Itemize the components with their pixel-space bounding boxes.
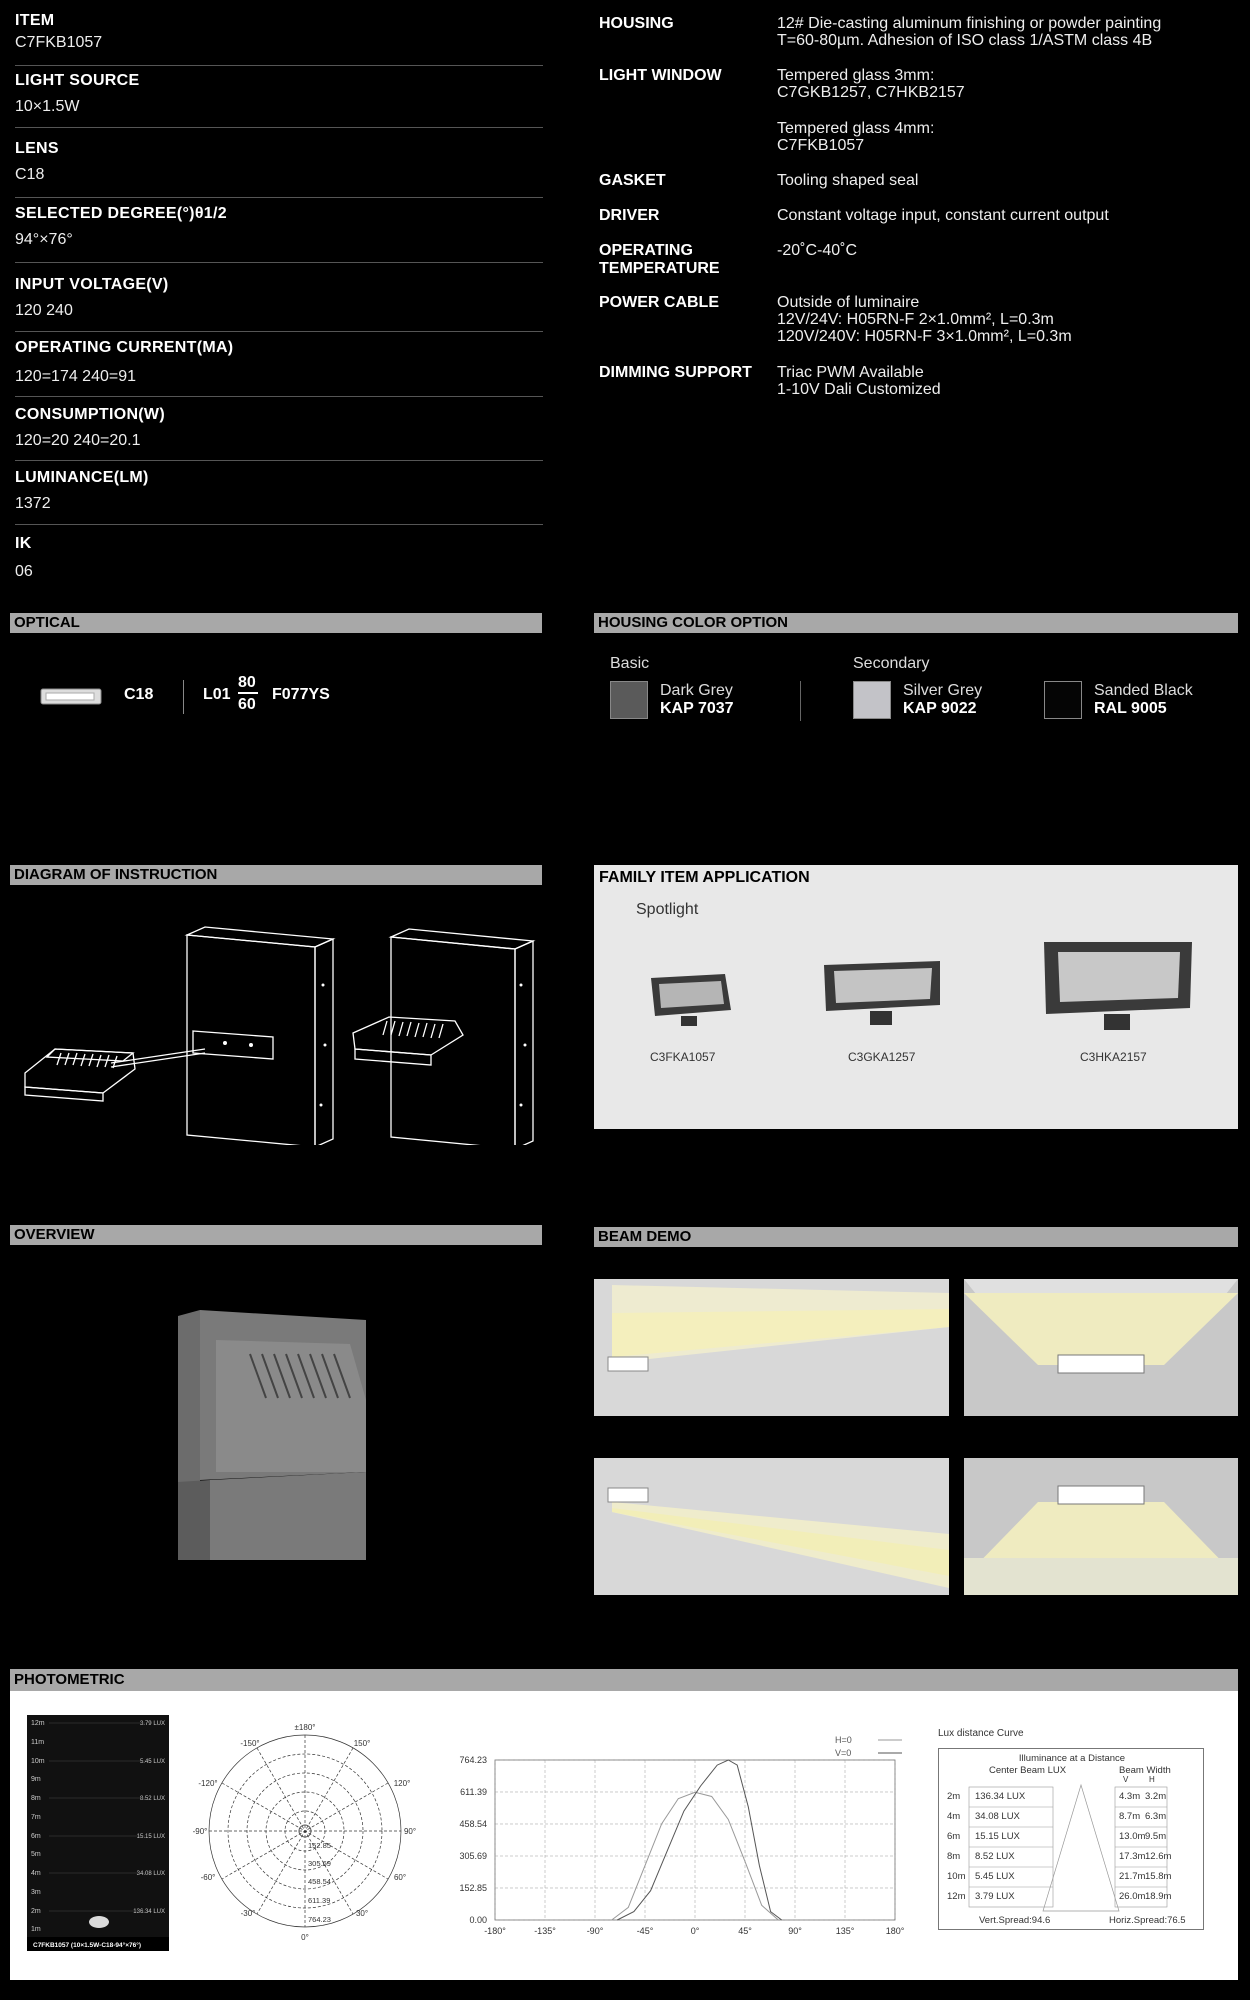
- lux-row-v: 21.7m: [1119, 1871, 1146, 1882]
- spec-key: ITEM: [15, 12, 55, 29]
- color-swatch-dark-grey: [610, 681, 648, 719]
- optical-fraction-bottom: 60: [238, 696, 256, 713]
- x-tick-label: -45°: [636, 1926, 654, 1936]
- lux-label: 136.34 LUX: [133, 1909, 165, 1915]
- lens-fixture-icon: [40, 686, 104, 708]
- distance-label: 10m: [31, 1758, 45, 1765]
- lux-row-center: 136.34 LUX: [975, 1791, 1026, 1802]
- polar-chart: [190, 1718, 420, 1943]
- light-window-line1: Tempered glass 3mm:: [777, 67, 935, 84]
- color-name: Silver Grey: [903, 682, 983, 699]
- polar-ring-label: 152.85: [308, 1841, 331, 1850]
- photometric-header: PHOTOMETRIC: [10, 1669, 1238, 1691]
- optical-suffix: F077YS: [272, 686, 330, 703]
- x-tick-label: 180°: [885, 1926, 905, 1936]
- y-tick-label: 305.69: [459, 1851, 487, 1862]
- polar-label: -150°: [240, 1739, 260, 1748]
- spec-lens: [15, 140, 543, 198]
- beam-wall-down-render: [594, 1458, 949, 1595]
- family-item-caption: C3GKA1257: [848, 1050, 916, 1064]
- polar-label: 30°: [355, 1909, 369, 1918]
- y-tick-label: 152.85: [459, 1882, 487, 1893]
- gasket-value: Tooling shaped seal: [777, 172, 919, 189]
- series-line-v0: [617, 1760, 782, 1920]
- polar-label: 0°: [301, 1933, 309, 1942]
- power-cable-line3: 120V/240V: H05RN-F 3×1.0mm², L=0.3m: [777, 328, 1072, 345]
- lux-row-center: 3.79 LUX: [975, 1891, 1015, 1902]
- beam-wall-up-render: [594, 1279, 949, 1416]
- dimming-line2: 1-10V Dali Customized: [777, 381, 941, 398]
- lux-row-distance: 10m: [947, 1871, 966, 1882]
- driver-value: Constant voltage input, constant current output: [777, 207, 1109, 224]
- color-code: KAP 7037: [660, 700, 734, 717]
- operating-temp-value: -20˚C-40˚C: [777, 242, 858, 259]
- distance-label: 4m: [31, 1870, 41, 1877]
- product-overview-image: [170, 1310, 380, 1570]
- x-tick-label: 0°: [690, 1926, 700, 1936]
- fixture-large-image: [1040, 940, 1195, 1035]
- power-cable-line1: Outside of luminaire: [777, 294, 920, 311]
- lux-label: 15.15 LUX: [136, 1834, 165, 1840]
- spec-selected-degree: [15, 205, 543, 263]
- distance-label: 9m: [31, 1776, 41, 1783]
- vert-spread: Vert.Spread:94.6: [979, 1915, 1051, 1926]
- lux-row-h: 15.8m: [1145, 1871, 1172, 1882]
- spec-input-voltage: [15, 276, 543, 332]
- distance-label: 11m: [31, 1739, 45, 1746]
- lux-row-v: 26.0m: [1119, 1891, 1146, 1902]
- dimming-key: DIMMING SUPPORT: [599, 364, 752, 381]
- housing-key: HOUSING: [599, 15, 674, 32]
- power-cable-key: POWER CABLE: [599, 294, 719, 311]
- polar-label: -30°: [240, 1909, 256, 1918]
- spec-value: 10×1.5W: [15, 98, 80, 115]
- optical-lens: C18: [124, 686, 154, 703]
- light-window-line2: C7GKB1257, C7HKB2157: [777, 84, 965, 101]
- lux-label: 8.52 LUX: [139, 1796, 165, 1802]
- lux-row-h: 9.5m: [1145, 1831, 1167, 1842]
- lux-table: [938, 1748, 1204, 1930]
- beam-demo-header: BEAM DEMO: [594, 1227, 1238, 1247]
- polar-ring-label: 305.69: [308, 1859, 331, 1868]
- spec-key: IK: [15, 535, 32, 552]
- family-header: FAMILY ITEM APPLICATION: [599, 869, 810, 886]
- spec-luminance: [15, 469, 543, 525]
- spec-value: 120=20 240=20.1: [15, 432, 141, 449]
- lux-label: 3.79 LUX: [139, 1721, 165, 1727]
- color-code: RAL 9005: [1094, 700, 1167, 717]
- x-tick-label: 45°: [738, 1926, 752, 1936]
- y-tick-label: 764.23: [459, 1755, 487, 1765]
- x-tick-label: -90°: [586, 1926, 604, 1936]
- lux-row-center: 15.15 LUX: [975, 1831, 1020, 1842]
- distance-label: 5m: [31, 1851, 41, 1858]
- spec-key: LENS: [15, 140, 59, 157]
- y-tick-labels: [459, 1755, 487, 1925]
- fixture-medium-image: [820, 955, 945, 1035]
- color-swatch-silver-grey: [853, 681, 891, 719]
- polar-label: 150°: [353, 1739, 371, 1748]
- optical-code: L01: [203, 686, 231, 703]
- lux-row-distance: 8m: [947, 1851, 961, 1862]
- polar-label: -120°: [198, 1779, 218, 1788]
- lux-row-v: 13.0m: [1119, 1831, 1146, 1842]
- distance-label: 7m: [31, 1814, 41, 1821]
- lux-row-h: 12.6m: [1145, 1851, 1172, 1862]
- color-swatch-sanded-black: [1044, 681, 1082, 719]
- lux-table-heading: Illuminance at a Distance: [1018, 1753, 1126, 1764]
- optical-fraction-top: 80: [238, 674, 256, 691]
- lux-row-center: 34.08 LUX: [975, 1811, 1020, 1822]
- dimming-line1: Triac PWM Available: [777, 364, 924, 381]
- color-name: Sanded Black: [1094, 682, 1193, 699]
- lux-row-h: 18.9m: [1145, 1891, 1172, 1902]
- x-tick-label: -135°: [534, 1926, 556, 1936]
- housing-line2: T=60-80µm. Adhesion of ISO class 1/ASTM class 4B: [777, 32, 1153, 49]
- legend-v0: V=0: [835, 1748, 852, 1758]
- x-tick-label: -180°: [484, 1926, 506, 1936]
- polar-label: 120°: [393, 1779, 411, 1788]
- lux-distance-chart: [27, 1715, 169, 1951]
- lux-row-distance: 12m: [947, 1891, 966, 1902]
- color-divider: [800, 681, 801, 721]
- lux-label: 5.45 LUX: [139, 1759, 165, 1765]
- lux-col-center: Center Beam LUX: [989, 1765, 1067, 1776]
- x-tick-label: 135°: [835, 1926, 855, 1936]
- polar-ring-label: 458.54: [308, 1877, 331, 1886]
- x-tick-label: 90°: [788, 1926, 802, 1936]
- installation-diagram: [15, 925, 545, 1145]
- polar-label: ±180°: [294, 1723, 316, 1732]
- lux-label: 34.08 LUX: [136, 1871, 165, 1877]
- spec-key: CONSUMPTION(W): [15, 406, 165, 423]
- operating-temp-key2: TEMPERATURE: [599, 260, 720, 277]
- family-item-caption: C3FKA1057: [650, 1050, 716, 1064]
- overview-header: OVERVIEW: [10, 1225, 542, 1245]
- y-tick-label: 458.54: [459, 1818, 487, 1829]
- fraction-line: [238, 692, 258, 694]
- lux-row-distance: 2m: [947, 1791, 961, 1802]
- lux-row-distance: 6m: [947, 1831, 961, 1842]
- beam-scene-wall-up: [594, 1279, 949, 1416]
- distance-label: 12m: [31, 1720, 45, 1727]
- light-window-key: LIGHT WINDOW: [599, 67, 722, 84]
- spec-light-source: [15, 72, 543, 128]
- spec-item: [15, 12, 543, 66]
- spec-key: LIGHT SOURCE: [15, 72, 140, 89]
- fixture-small-image: [645, 960, 735, 1030]
- y-tick-label: 611.39: [460, 1786, 487, 1797]
- spec-key: LUMINANCE(LM): [15, 469, 149, 486]
- driver-key: DRIVER: [599, 207, 660, 224]
- distance-label: 6m: [31, 1833, 41, 1840]
- operating-temp-key1: OPERATING: [599, 242, 693, 259]
- housing-line1: 12# Die-casting aluminum finishing or powder painting: [777, 15, 1162, 32]
- distance-label: 2m: [31, 1908, 41, 1915]
- spec-key: OPERATING CURRENT(MA): [15, 339, 234, 356]
- spec-value: C7FKB1057: [15, 34, 103, 51]
- spec-value: 94°×76°: [15, 231, 73, 248]
- legend-h0: H=0: [835, 1735, 852, 1745]
- horiz-spread: Horiz.Spread:76.5: [1109, 1915, 1186, 1926]
- spec-value: 120 240: [15, 302, 73, 319]
- lux-row-v: 8.7m: [1119, 1811, 1141, 1822]
- power-cable-line2: 12V/24V: H05RN-F 2×1.0mm², L=0.3m: [777, 311, 1054, 328]
- lux-row-h: 3.2m: [1145, 1791, 1167, 1802]
- candela-line-chart: [450, 1730, 920, 1945]
- family-item-caption: C3HKA2157: [1080, 1050, 1147, 1064]
- secondary-label: Secondary: [853, 655, 930, 672]
- lux-col-v: V: [1123, 1775, 1129, 1784]
- y-tick-label: 0.00: [469, 1915, 487, 1925]
- optical-divider: [183, 680, 184, 714]
- spec-value: 1372: [15, 495, 51, 512]
- lux-row-v: 17.3m: [1119, 1851, 1146, 1862]
- spec-value: 06: [15, 563, 33, 580]
- polar-label: 90°: [403, 1827, 417, 1836]
- beam-scene-ceiling-up: [964, 1279, 1238, 1416]
- light-window-line3: Tempered glass 4mm:: [777, 120, 935, 137]
- polar-label: -90°: [192, 1827, 208, 1836]
- basic-label: Basic: [610, 655, 650, 672]
- spec-value: C18: [15, 166, 45, 183]
- gasket-key: GASKET: [599, 172, 666, 189]
- lux-col-width: Beam Width: [1119, 1765, 1171, 1776]
- beam-scene-ceiling-down: [964, 1458, 1238, 1595]
- spec-key: SELECTED DEGREE(°)θ1/2: [15, 205, 227, 222]
- housing-color-header: HOUSING COLOR OPTION: [594, 613, 1238, 633]
- distance-chart-caption: C7FKB1057 (10×1.5W-C18-94°×76°): [33, 1942, 142, 1949]
- distance-label: 1m: [31, 1926, 41, 1933]
- beam-scene-wall-down: [594, 1458, 949, 1595]
- polar-ring-label: 611.39: [308, 1896, 331, 1905]
- polar-label: -60°: [200, 1873, 216, 1882]
- lux-row-distance: 4m: [947, 1811, 961, 1822]
- lux-table-title: Lux distance Curve: [938, 1728, 1024, 1739]
- chart-series: [612, 1760, 782, 1920]
- distance-label: 8m: [31, 1795, 41, 1802]
- lux-col-h: H: [1149, 1775, 1155, 1784]
- polar-ring-label: 764.23: [308, 1915, 331, 1924]
- beam-ceiling-down-render: [964, 1458, 1238, 1595]
- lux-row-h: 6.3m: [1145, 1811, 1167, 1822]
- light-window-line4: C7FKB1057: [777, 137, 865, 154]
- spec-consumption: [15, 406, 543, 461]
- chart-grid: [495, 1760, 895, 1920]
- lux-row-center: 5.45 LUX: [975, 1871, 1015, 1882]
- beam-ceiling-up-render: [964, 1279, 1238, 1416]
- diagram-header: DIAGRAM OF INSTRUCTION: [10, 865, 542, 885]
- color-code: KAP 9022: [903, 700, 977, 717]
- spec-operating-current: [15, 339, 543, 397]
- x-tick-labels: [484, 1926, 905, 1936]
- spec-value: 120=174 240=91: [15, 368, 137, 385]
- lux-row-v: 4.3m: [1119, 1791, 1141, 1802]
- family-subtitle: Spotlight: [636, 901, 699, 918]
- spec-key: INPUT VOLTAGE(V): [15, 276, 169, 293]
- spec-ik: [15, 535, 543, 585]
- polar-label: 60°: [393, 1873, 407, 1882]
- lux-row-center: 8.52 LUX: [975, 1851, 1015, 1862]
- distance-label: 3m: [31, 1889, 41, 1896]
- color-name: Dark Grey: [660, 682, 733, 699]
- optical-header: OPTICAL: [10, 613, 542, 633]
